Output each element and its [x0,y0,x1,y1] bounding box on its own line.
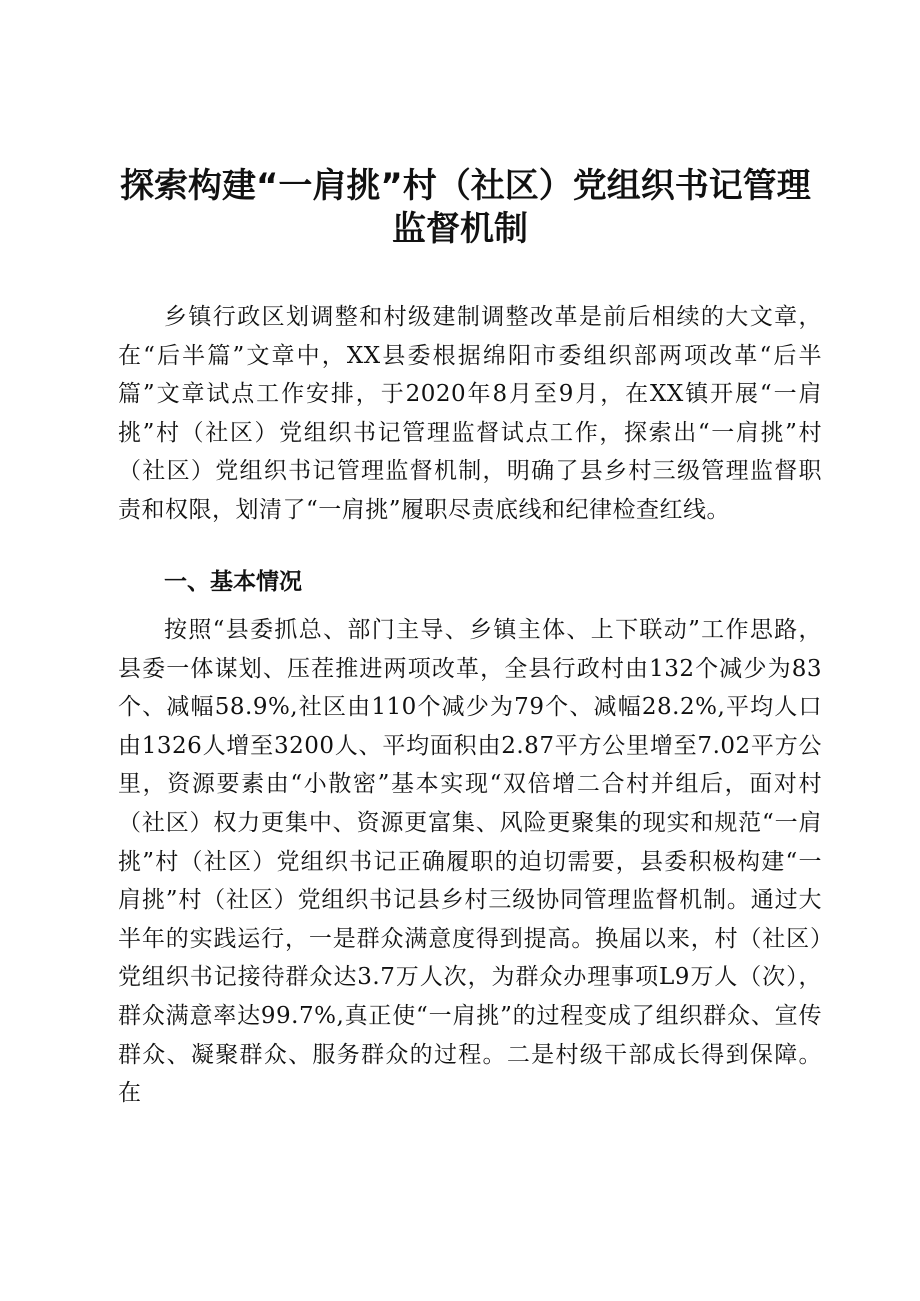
document-title-line-2: 监督机制 [392,209,528,249]
section-paragraph-basic-situation: 按照“县委抓总、部门主导、乡镇主体、上下联动”工作思路，县委一体谋划、压茬推进两项改革，全县行政村由132个减少为83个、减幅58.9%,社区由110个减少为79个、减幅28.2%,平均人口由1326人增至3200人、平均面积由2.87平方公里增至7.02平方公里，资源要素由“小散密”基本实现“双倍增二合村并组后，面对村（社区）权力更集中、资源更富集、风险更聚集的现实和规范“一肩挑”村（社区）党组织书记正确履职的迫切需要，县委积极构建“一肩挑”村（社区）党组织书记县乡村三级协同管理监督机制。通过大半年的实践运行，一是群众满意度得到提高。换届以来，村（社区）党组织书记接待群众达3.7万人次，为群众办理事项L9万人（次），群众满意率达99.7%,真正使“一肩挑”的过程变成了组织群众、宣传群众、凝聚群众、服务群众的过程。二是村级干部成长得到保障。在 [118,617,822,1107]
section-heading-basic-situation: 一、基本情况 [164,569,302,595]
intro-paragraph: 乡镇行政区划调整和村级建制调整改革是前后相续的大文章，在“后半篇”文章中，XX县委根据绵阳市委组织部两项改革“后半篇”文章试点工作安排，于2020年8月至9月，在XX镇开展“一肩挑”村（社区）党组织书记管理监督试点工作，探索出“一肩挑”村（社区）党组织书记管理监督机制，明确了县乡村三级管理监督职责和权限，划清了“一肩挑”履职尽责底线和纪律检查红线。 [118,304,822,523]
document-title-line-1: 探索构建“一肩挑”村（社区）党组织书记管理 [120,166,811,206]
